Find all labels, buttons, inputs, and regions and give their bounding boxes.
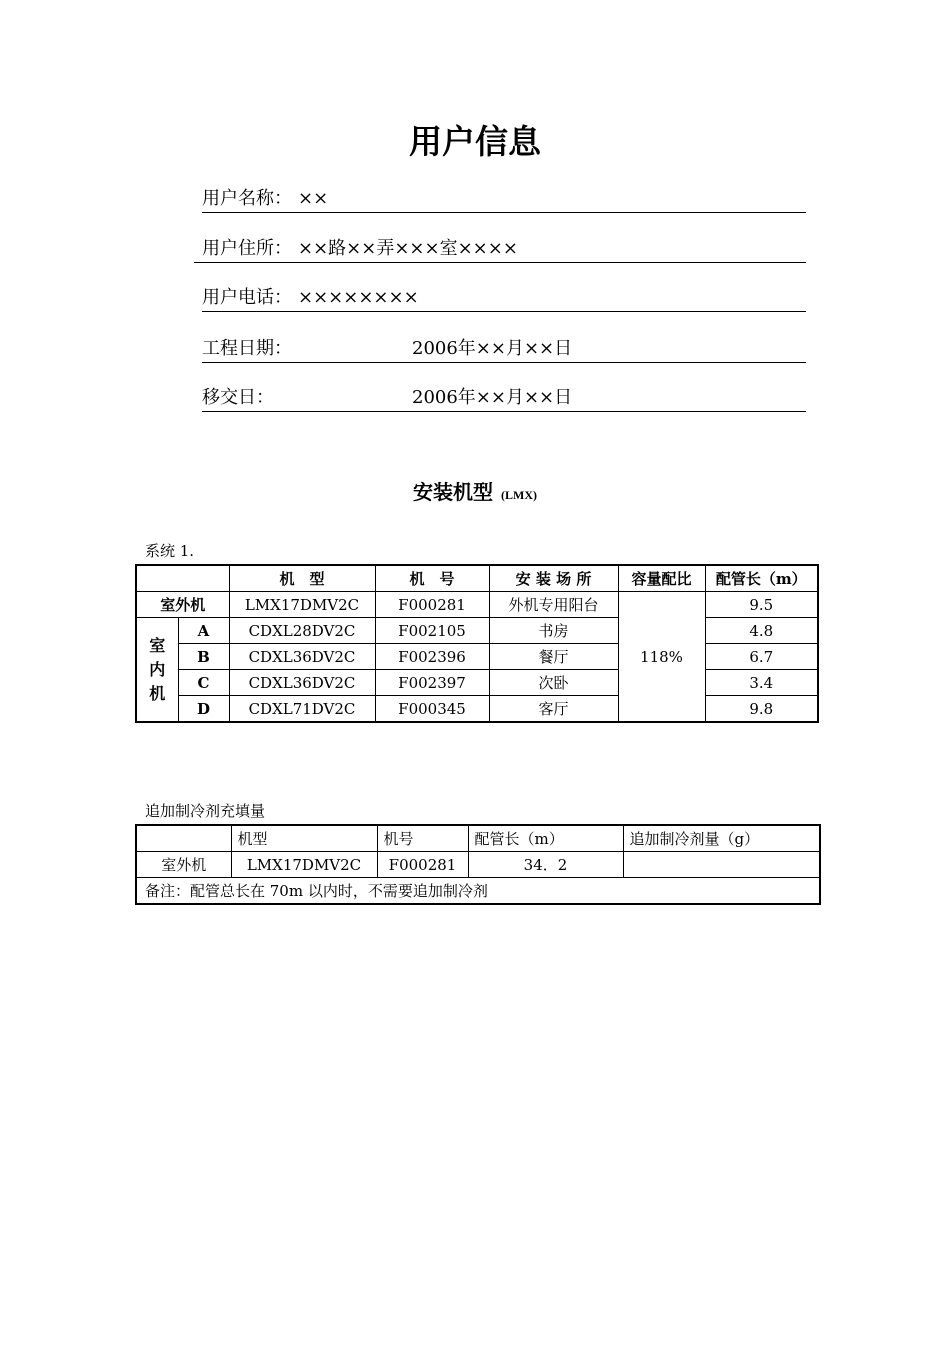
row-pipe-length: 9.5 — [705, 592, 818, 618]
install-table-header — [136, 565, 818, 592]
row-pipe-length: 9.8 — [705, 696, 818, 723]
row-location: 书房 — [489, 618, 618, 644]
handover-date-row — [202, 387, 806, 412]
refrigerant-header-pipe: 配管长（m） — [468, 825, 623, 852]
row-id: A — [178, 618, 229, 644]
header-pipe-length: 配管长（m） — [705, 565, 818, 592]
handover-date-label: 移交日： — [202, 387, 274, 408]
row-model: CDXL36DV2C — [229, 644, 375, 670]
row-id: C — [178, 670, 229, 696]
row-number: F002396 — [375, 644, 489, 670]
row-model: CDXL28DV2C — [229, 618, 375, 644]
refrigerant-row-amount — [623, 852, 820, 878]
row-number: F000345 — [375, 696, 489, 723]
refrigerant-table — [135, 824, 821, 905]
refrigerant-row-model: LMX17DMV2C — [231, 852, 377, 878]
page-title: 用户信息 — [409, 122, 541, 161]
table-row — [136, 618, 818, 644]
refrigerant-row-pipe: 34．2 — [468, 852, 623, 878]
header-blank — [136, 565, 229, 592]
user-name-label: 用户名称： — [202, 188, 292, 209]
outdoor-unit-label: 室外机 — [136, 592, 229, 618]
row-number: F000281 — [375, 592, 489, 618]
refrigerant-header-number: 机号 — [377, 825, 468, 852]
row-location: 餐厅 — [489, 644, 618, 670]
project-date-row — [202, 338, 806, 363]
table-row — [136, 592, 818, 618]
user-address-value: ××路××弄×××室×××× — [298, 238, 518, 259]
row-id: B — [178, 644, 229, 670]
header-number: 机 号 — [375, 565, 489, 592]
refrigerant-caption: 追加制冷剂充填量 — [145, 802, 266, 820]
refrigerant-row-label: 室外机 — [136, 852, 231, 878]
indoor-unit-label-text: 室 内 机 — [149, 635, 166, 703]
refrigerant-header-model: 机型 — [231, 825, 377, 852]
refrigerant-header-amount: 追加制冷剂量（g） — [623, 825, 820, 852]
install-title-text: 安装机型 — [413, 480, 493, 504]
row-location: 外机专用阳台 — [489, 592, 618, 618]
project-date-value: 2006年××月××日 — [412, 338, 573, 359]
row-number: F002105 — [375, 618, 489, 644]
install-section-title — [0, 476, 950, 505]
row-pipe-length: 6.7 — [705, 644, 818, 670]
project-date-label: 工程日期： — [202, 338, 292, 359]
row-id: D — [178, 696, 229, 723]
row-pipe-length: 3.4 — [705, 670, 818, 696]
handover-date-value: 2006年××月××日 — [412, 387, 573, 408]
row-model: CDXL71DV2C — [229, 696, 375, 723]
user-phone-label: 用户电话： — [202, 287, 292, 308]
refrigerant-table-header — [136, 825, 820, 852]
user-name-row — [202, 188, 806, 213]
refrigerant-row-number: F000281 — [377, 852, 468, 878]
row-location: 客厅 — [489, 696, 618, 723]
row-pipe-length: 4.8 — [705, 618, 818, 644]
header-model: 机 型 — [229, 565, 375, 592]
indoor-unit-label — [136, 618, 178, 723]
header-capacity-ratio: 容量配比 — [618, 565, 705, 592]
install-title-suffix: (LMX) — [501, 488, 537, 502]
table-row — [136, 644, 818, 670]
refrigerant-header-blank — [136, 825, 231, 852]
table-row — [136, 696, 818, 723]
user-phone-row — [202, 287, 806, 312]
refrigerant-note: 备注：配管总长在 70m 以内时，不需要追加制冷剂 — [136, 878, 820, 905]
capacity-ratio-value: 118% — [618, 592, 705, 723]
user-name-value: ×× — [298, 188, 329, 209]
row-location: 次卧 — [489, 670, 618, 696]
table-row — [136, 670, 818, 696]
install-table — [135, 564, 819, 723]
header-location: 安 装 场 所 — [489, 565, 618, 592]
row-model: LMX17DMV2C — [229, 592, 375, 618]
row-number: F002397 — [375, 670, 489, 696]
table-row — [136, 878, 820, 905]
user-address-label: 用户住所： — [202, 238, 292, 259]
user-address-row — [194, 238, 806, 263]
user-phone-value: ×××××××× — [298, 287, 419, 308]
table-row — [136, 852, 820, 878]
system-label: 系统 1. — [145, 542, 195, 560]
row-model: CDXL36DV2C — [229, 670, 375, 696]
